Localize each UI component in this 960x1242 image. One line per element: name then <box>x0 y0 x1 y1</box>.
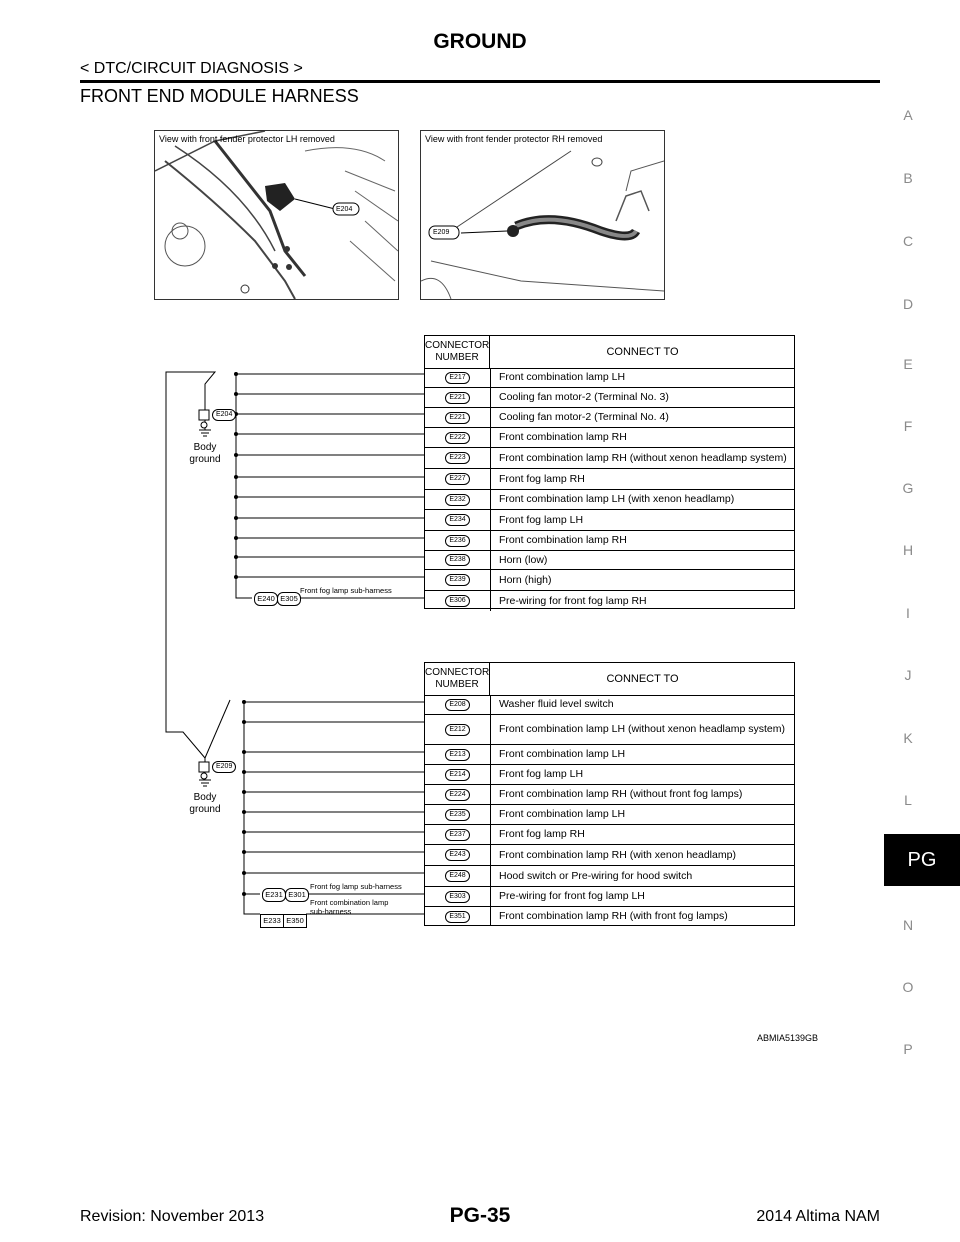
connect-to-cell: Front combination lamp LH <box>499 808 626 820</box>
side-index-g[interactable]: G <box>902 480 914 496</box>
side-index-e[interactable]: E <box>903 356 913 372</box>
side-index-pg-active[interactable]: PG <box>884 834 960 886</box>
connector-number: E306 <box>445 595 469 607</box>
table-row <box>425 845 794 866</box>
sub-harness-3-box-b: E350 <box>283 914 307 928</box>
table-row <box>425 388 794 408</box>
table-row <box>425 866 794 887</box>
connector-number: E235 <box>445 809 469 821</box>
table-row <box>425 510 794 531</box>
photo-rh-caption: View with front fender protector RH removed <box>425 134 603 144</box>
connector-number: E221 <box>445 392 469 404</box>
sub-harness-2-box-b: E301 <box>285 888 309 902</box>
table-row <box>425 591 794 611</box>
table-row <box>425 448 794 469</box>
connect-to-cell: Cooling fan motor-2 (Terminal No. 3) <box>499 391 669 403</box>
connector-table-2 <box>424 662 795 926</box>
side-index-f[interactable]: F <box>903 418 913 434</box>
connector-number-cell <box>425 490 491 509</box>
sub-harness-2-box-a: E231 <box>262 888 286 902</box>
connect-to-cell: Hood switch or Pre-wiring for hood switch <box>499 869 693 882</box>
connect-to-cell: Pre-wiring for front fog lamp RH <box>499 594 647 607</box>
connector-number: E238 <box>445 554 469 566</box>
photo-rh-connector-label: E209 <box>433 229 450 236</box>
connector-number: E224 <box>445 789 469 801</box>
table-row <box>425 570 794 591</box>
table-row <box>425 715 794 745</box>
connect-to-cell: Cooling fan motor-2 (Terminal No. 4) <box>499 411 669 423</box>
sub-harness-3-box-a: E233 <box>260 914 284 928</box>
connector-number-cell <box>425 866 491 886</box>
connect-to-cell: Front combination lamp RH <box>499 534 627 546</box>
connector-number: E214 <box>445 769 469 781</box>
connect-to-cell: Pre-wiring for front fog lamp LH <box>499 890 645 902</box>
side-index-p[interactable]: P <box>903 1041 913 1057</box>
connector-number: E237 <box>445 829 469 841</box>
connect-to-cell: Front combination lamp RH (with front fog lamps) <box>499 910 728 922</box>
connector-number: E243 <box>445 849 469 861</box>
table-row <box>425 695 794 715</box>
photo-lh-connector-label: E204 <box>336 206 353 213</box>
connector-number-cell <box>425 531 491 550</box>
connector-number-cell <box>425 695 491 714</box>
connector-number: E223 <box>445 452 469 464</box>
sub-harness-1-box-a: E240 <box>254 592 278 606</box>
connect-to-cell: Front combination lamp LH (with xenon headlamp) <box>499 493 735 505</box>
connector-number-cell <box>425 469 491 489</box>
table-row <box>425 469 794 490</box>
ground1-label: Body ground <box>189 442 221 465</box>
connect-to-cell: Front combination lamp LH <box>499 371 626 383</box>
connector-number: E236 <box>445 535 469 547</box>
table-row <box>425 531 794 551</box>
connector-number: E303 <box>445 891 469 903</box>
connector-table-1 <box>424 335 795 609</box>
connect-to-cell: Front combination lamp RH (with xenon headlamp) <box>499 848 736 861</box>
connector-number-cell <box>425 368 491 387</box>
connector-number-cell <box>425 715 491 744</box>
side-index-d[interactable]: D <box>902 296 914 312</box>
table-2-header <box>425 663 794 696</box>
side-index-b[interactable]: B <box>903 170 913 186</box>
section-breadcrumb: < DTC/CIRCUIT DIAGNOSIS > <box>80 60 303 77</box>
connect-to-cell: Front combination lamp RH (without front fog lamps) <box>499 788 743 800</box>
table-row <box>425 765 794 785</box>
sub-harness-2-label: Front fog lamp sub-harness <box>310 882 402 891</box>
connector-number-cell <box>425 785 491 804</box>
connect-to-cell: Washer fluid level switch <box>499 698 614 710</box>
connector-number-cell <box>425 591 491 611</box>
table-1-header <box>425 336 794 369</box>
connector-number: E222 <box>445 432 469 444</box>
table-row <box>425 887 794 907</box>
connector-number-cell <box>425 428 491 447</box>
table-row <box>425 785 794 805</box>
connector-number-cell <box>425 408 491 427</box>
connect-to-cell: Front combination lamp RH <box>499 431 627 443</box>
table-row <box>425 408 794 428</box>
table-1-header-to: CONNECT TO <box>606 346 679 358</box>
connector-number: E221 <box>445 412 469 424</box>
footer-model: 2014 Altima NAM <box>756 1208 880 1225</box>
footer-revision: Revision: November 2013 <box>80 1208 265 1225</box>
sub-harness-1-label: Front fog lamp sub-harness <box>300 586 392 595</box>
side-index-j[interactable]: J <box>904 667 912 683</box>
side-index-k[interactable]: K <box>903 730 913 746</box>
connector-number: E234 <box>445 514 469 526</box>
side-index-n[interactable]: N <box>902 917 914 933</box>
connect-to-cell: Front fog lamp RH <box>499 472 585 485</box>
side-index-c[interactable]: C <box>902 233 914 249</box>
ground2-connector: E209 <box>212 761 236 773</box>
connector-number: E213 <box>445 749 469 761</box>
footer-page-number: PG-35 <box>449 1204 511 1227</box>
connector-number-cell <box>425 745 491 764</box>
connect-to-cell: Front fog lamp LH <box>499 513 584 526</box>
connector-number: E227 <box>445 473 469 485</box>
photo-lh-caption: View with front fender protector LH removed <box>159 134 335 144</box>
sub-harness-1-box-b: E305 <box>277 592 301 606</box>
table-1-header-num: CONNECTOR NUMBER <box>425 336 490 368</box>
table-row <box>425 428 794 448</box>
connect-to-cell: Front combination lamp LH (without xenon headlamp system) <box>499 723 785 735</box>
connector-number-cell <box>425 448 491 468</box>
connect-to-cell: Front fog lamp LH <box>499 768 584 780</box>
page-title: GROUND <box>433 30 527 53</box>
connector-number: E217 <box>445 372 469 384</box>
connector-number-cell <box>425 388 491 407</box>
connector-number: E351 <box>445 911 469 923</box>
connector-number: E208 <box>445 699 469 711</box>
table-row <box>425 907 794 926</box>
side-index-a[interactable]: A <box>903 107 913 123</box>
ground2-label: Body ground <box>189 792 221 815</box>
table-row <box>425 368 794 388</box>
connector-number-cell <box>425 765 491 784</box>
table-row <box>425 745 794 765</box>
figure-id: ABMIA5139GB <box>757 1033 819 1043</box>
connector-number-cell <box>425 907 491 926</box>
section-subtitle: FRONT END MODULE HARNESS <box>80 86 359 106</box>
connector-number-cell <box>425 825 491 844</box>
side-index-i[interactable]: I <box>906 605 910 621</box>
connector-number: E248 <box>445 870 469 882</box>
connector-number-cell <box>425 805 491 824</box>
sub-harness-3-label: Front combination lamp sub-harness <box>310 898 389 916</box>
side-index-o[interactable]: O <box>902 979 914 995</box>
table-2-header-to: CONNECT TO <box>606 673 679 685</box>
table-row <box>425 490 794 510</box>
table-2-header-num: CONNECTOR NUMBER <box>425 663 490 695</box>
connect-to-cell: Front combination lamp LH <box>499 748 626 760</box>
connector-number-cell <box>425 570 491 590</box>
side-index-h[interactable]: H <box>902 542 914 558</box>
connector-number-cell <box>425 510 491 530</box>
connect-to-cell: Horn (low) <box>499 553 548 566</box>
connector-number-cell <box>425 887 491 906</box>
table-row <box>425 805 794 825</box>
connector-number: E212 <box>445 724 469 736</box>
connect-to-cell: Front fog lamp RH <box>499 828 585 840</box>
connect-to-cell: Front combination lamp RH (without xenon headlamp system) <box>499 451 787 464</box>
side-index-l[interactable]: L <box>904 792 912 808</box>
connect-to-cell: Horn (high) <box>499 573 552 586</box>
connector-number: E239 <box>445 574 469 586</box>
connector-number: E232 <box>445 494 469 506</box>
table-row <box>425 551 794 570</box>
connector-number-cell <box>425 845 491 865</box>
table-row <box>425 825 794 845</box>
ground1-connector: E204 <box>212 409 236 421</box>
connector-number-cell <box>425 551 491 569</box>
